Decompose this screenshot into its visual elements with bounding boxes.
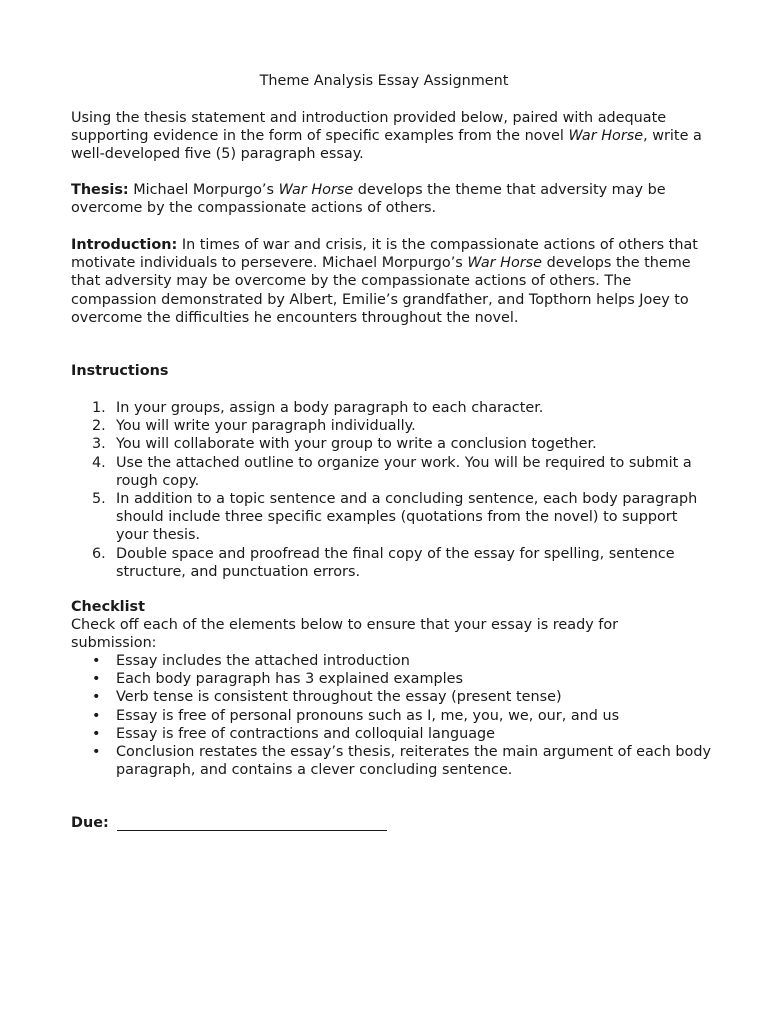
checklist-intro: Check off each of the elements below to ensure that your essay is ready for submission: [71,617,619,652]
instruction-item [92,399,706,417]
checklist-item [92,707,716,725]
checklist-item-text: Essay includes the attached introduction [116,653,410,669]
instruction-text: Double space and proofread the final copy of the essay for spelling, sentence structure, and punctuation errors. [116,545,675,580]
checklist-item-text: Each body paragraph has 3 explained examples [116,671,463,688]
thesis-label: Thesis: [71,182,129,198]
checklist-item [92,725,716,743]
intro-text-after: , write a well-developed five (5) paragraph essay. [71,128,702,163]
bullet-icon: • [92,671,101,688]
bullet-icon: • [92,689,101,706]
thesis-text-before: Michael Morpurgo’s [128,182,279,198]
checklist-item-text: Verb tense is consistent throughout the essay (present tense) [116,689,562,706]
checklist-item [92,743,716,779]
instruction-number: 3. [92,436,106,453]
intro-text-before: Using the thesis statement and introduction provided below, paired with adequate supporting evidence in the form of specific examples from the novel [71,110,667,145]
checklist-heading: Checklist [71,599,145,615]
intro-paragraph [71,109,706,164]
introduction-label: Introduction: [71,237,178,253]
instruction-number: 4. [92,454,106,471]
bullet-icon: • [92,744,101,761]
instruction-number: 1. [92,400,106,416]
instruction-number: 2. [92,418,106,435]
bullet-icon: • [92,653,101,669]
checklist-item [92,670,716,688]
introduction-paragraph [71,236,706,327]
checklist-list [71,652,716,779]
document-title: Theme Analysis Essay Assignment [259,73,509,89]
instruction-text: Use the attached outline to organize your work. You will be required to submit a rough copy. [116,454,692,489]
introduction-text-after: develops the theme that adversity may be overcome by the compassionate actions of others. The compassion demonstrated by Albert, Emilie’s grandfather, and Topthorn helps Joey to overcome the difficulties he encounters throughout the novel. [71,255,691,326]
checklist-item-text: Conclusion restates the essay’s thesis, reiterates the main argument of each body paragraph, and contains a clever concluding sentence. [116,744,711,779]
thesis-text-after: develops the theme that adversity may be overcome by the compassionate actions of others. [71,182,666,217]
thesis-novel-title: War Horse [278,182,354,198]
instruction-text: You will collaborate with your group to write a conclusion together. [116,436,597,453]
instruction-text: In your groups, assign a body paragraph to each character. [116,400,544,416]
instruction-text: You will write your paragraph individually. [116,418,416,435]
instruction-number: 6. [92,545,106,562]
checklist-item-text: Essay is free of personal pronouns such as I, me, you, we, our, and us [116,707,620,724]
checklist-item-text: Essay is free of contractions and colloquial language [116,725,496,742]
checklist-item [92,688,716,706]
instructions-list [71,399,706,581]
bullet-icon: • [92,707,101,724]
due-date-blank-line [117,830,387,831]
checklist-item [92,652,716,670]
instruction-text: In addition to a topic sentence and a concluding sentence, each body paragraph should include three specific examples (quotations from the novel) to support your thesis. [116,491,698,544]
introduction-text-before: In times of war and crisis, it is the compassionate actions of others that motivate individuals to persevere. Michael Morpurgo’s [71,237,698,272]
instruction-item [92,417,706,435]
instruction-item [92,435,706,453]
instructions-heading: Instructions [71,363,169,379]
instruction-item [92,545,706,581]
intro-novel-title: War Horse [568,128,644,145]
bullet-icon: • [92,725,101,742]
instruction-number: 5. [92,491,106,508]
instruction-item [92,490,706,545]
due-label: Due: [71,815,109,831]
introduction-novel-title: War Horse [467,255,543,272]
instruction-item [92,454,706,490]
thesis-paragraph [71,181,706,217]
